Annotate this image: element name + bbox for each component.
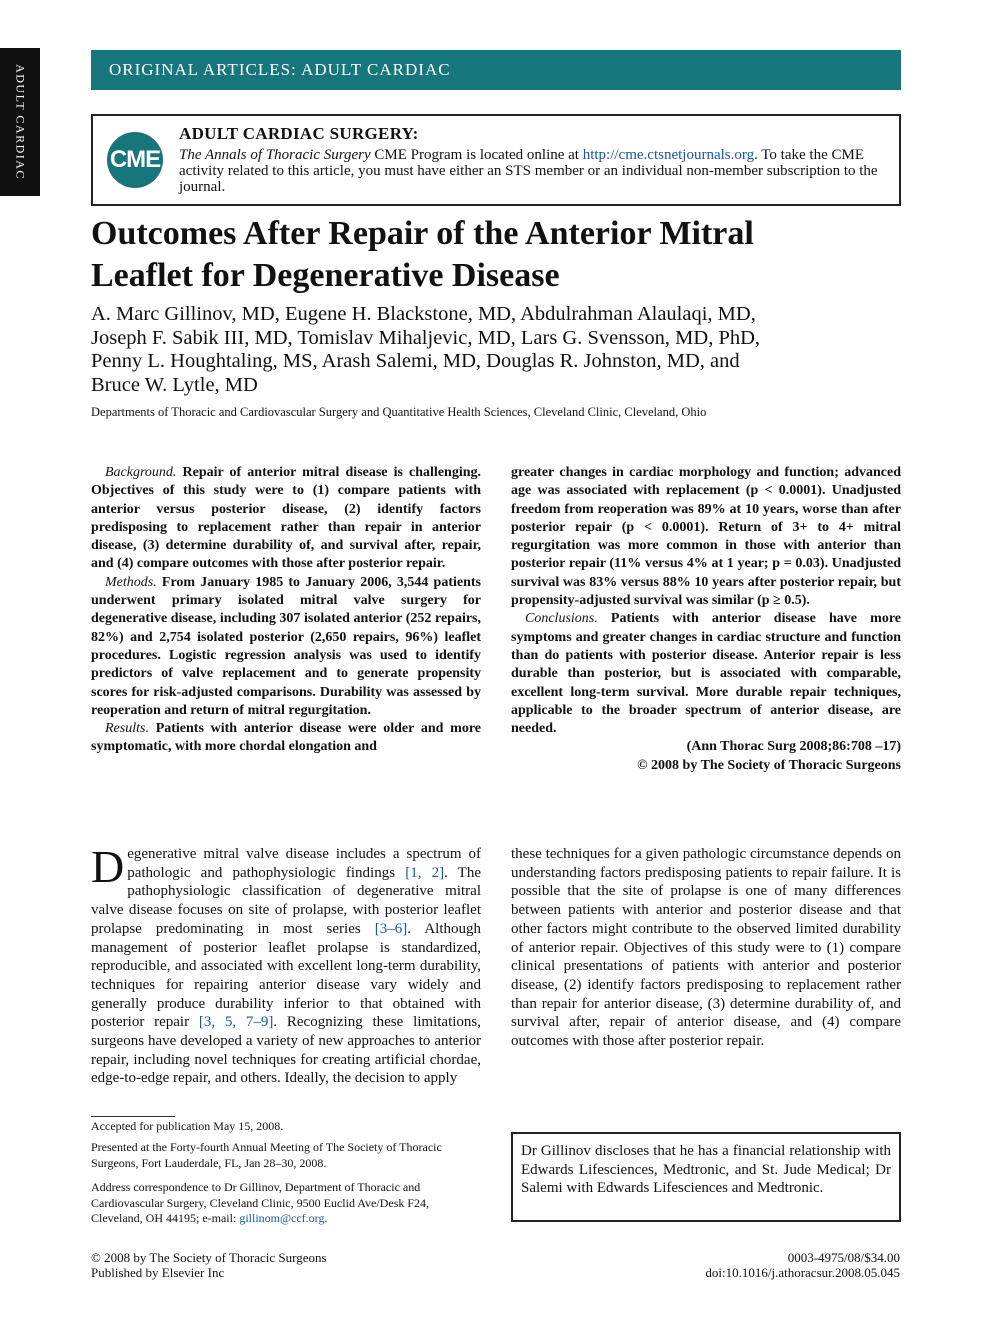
side-tab-label: ADULT CARDIAC	[13, 64, 28, 180]
banner-label: ORIGINAL ARTICLES: ADULT CARDIAC	[109, 60, 451, 79]
ref-link[interactable]: [3, 5, 7–9]	[198, 1014, 274, 1031]
cme-title: ADULT CARDIAC SURGERY:	[179, 124, 419, 143]
footnote-divider	[91, 1116, 175, 1117]
footer-left: © 2008 by The Society of Thoracic Surgeons Published by Elsevier Inc	[91, 1250, 327, 1280]
abstract-left-column: Background. Repair of anterior mitral disease is challenging. Objectives of this study were to (1) compare patients with anterior versus posterior disease, (2) identify factors predisposing to replacement rather than repair in anterior disease, (3) determine durability of, and survival after, repair, and (4) compare outcomes with those after posterior repair. Methods. From January 1985 to January 2006, 3,544 patients underwent primary isolated mitral valve surgery for degenerative disease, including 307 isolated anterior (252 repairs, 82%) and 2,754 isolated posterior (2,650 repairs, 96%) leaflet procedures. Logistic regression analysis was used to identify predictors of valve replacement and to generate propensity scores for risk-adjusted comparisons. Durability was assessed by reoperation and return of mitral regurgitation. Results. Patients with anterior disease were older and more symptomatic, with more chordal elongation and	[91, 465, 481, 755]
body-left-column: Degenerative mitral valve disease includes a spectrum of pathologic and pathophysiologic findings [1, 2]. The pathophysiologic classification of degenerative mitral valve disease focuses on site of prolapse, with posterior leaflet prolapse predominating in most series [3–6]. Although management of posterior leaflet prolapse is standardized, reproducible, and associated with excellent long-term durability, techniques for repairing anterior disease vary widely and generally produce durability inferior to that obtained with posterior repair [3, 5, 7–9]. Recognizing these limitations, surgeons have developed a variety of new approaches to anterior repair, including novel techniques for creating artificial chordae, edge-to-edge repair, and others. Ideally, the decision to apply	[91, 841, 481, 1087]
side-section-tab	[0, 48, 40, 196]
footnote-presented: Presented at the Forty-fourth Annual Meeting of The Society of Thoracic Surgeons, Fort Lauderdale, FL, Jan 28–30, 2008.	[91, 1140, 442, 1170]
email-link[interactable]: gillinom@ccf.org	[239, 1211, 325, 1225]
drop-cap: D	[91, 841, 125, 892]
footer-right: 0003-4975/08/$34.00 doi:10.1016/j.athoracsur.2008.05.045	[705, 1250, 900, 1280]
citation: (Ann Thorac Surg 2008;86:708 –17)	[686, 739, 901, 755]
abstract-right-column: greater changes in cardiac morphology and function; advanced age was associated with replacement (p < 0.0001). Unadjusted freedom from reoperation was 89% at 10 years, worse than after posterior repair (p < 0.0001). Return of 3+ to 4+ mitral regurgitation was more common in those with anterior than posterior repair (11% versus 4% at 1 year; p = 0.03). Unadjusted survival was 83% versus 88% 10 years after posterior repair, but propensity-adjusted survival was similar (p ≥ 0.5). Conclusions. Patients with anterior disease have more symptoms and greater changes in cardiac structure and function than do patients with posterior disease. Anterior repair is less durable than posterior, but is associated with comparable, excellent long-term survival. More durable repair techniques, applicable to the broader spectrum of anterior disease, are needed. (Ann Thorac Surg 2008;86:708 –17) © 2008 by The Society of Thoracic Surgeons	[511, 464, 901, 775]
abstract-copyright: © 2008 by The Society of Thoracic Surgeons	[637, 757, 901, 773]
cme-text: The Annals of Thoracic Surgery CME Program is located online at http://cme.ctsnetjournals.org. To take the CME activity related to this article, you must have either an STS member or an individual non-member subscription to the journal.	[179, 147, 878, 195]
disclosure-text: Dr Gillinov discloses that he has a financial relationship with Edwards Lifesciences, Medtronic, and St. Jude Medical; Dr Salemi with Edwards Lifesciences and Medtronic.	[521, 1143, 891, 1196]
footnote-address: Address correspondence to Dr Gillinov, Department of Thoracic and Cardiovascular Surgery, Cleveland Clinic, 9500 Euclid Ave/Desk F24, Cleveland, OH 44195; e-mail: gillinom@ccf.org.	[91, 1180, 430, 1225]
author-list: A. Marc Gillinov, MD, Eugene H. Blackstone, MD, Abdulrahman Alaulaqi, MD, Joseph F. Sabik III, MD, Tomislav Mihaljevic, MD, Lars G. Svensson, MD, PhD, Penny L. Houghtaling, MS, Arash Salemi, MD, Douglas R. Johnston, MD, and Bruce W. Lytle, MD	[91, 303, 761, 396]
affiliation: Departments of Thoracic and Cardiovascular Surgery and Quantitative Health Sciences, Cleveland Clinic, Cleveland, Ohio	[91, 405, 707, 419]
cme-logo: CME	[107, 132, 163, 188]
disclosure-box	[511, 1132, 901, 1222]
cme-notice-box	[91, 114, 901, 206]
section-banner	[91, 50, 901, 90]
article-title: Outcomes After Repair of the Anterior Mitral Leaflet for Degenerative Disease	[91, 215, 754, 294]
body-right-column: these techniques for a given pathologic circumstance depends on understanding factors predisposing patients to repair failure. It is possible that the site of prolapse is one of many differences between patients with anterior and posterior disease and that other factors might contribute to the observed limited durability of anterior repair. Objectives of this study were to (1) compare clinical presentations of patients with anterior and posterior disease, (2) identify factors predisposing to replacement rather than repair for anterior disease, (3) determine durability of, and survival after, repair of anterior disease, and (4) compare outcomes with those after posterior repair.	[511, 846, 901, 1050]
cme-link[interactable]: http://cme.ctsnetjournals.org	[582, 147, 755, 163]
ref-link[interactable]: [1, 2]	[405, 864, 445, 881]
footnote-accepted: Accepted for publication May 15, 2008.	[91, 1119, 284, 1133]
ref-link[interactable]: [3–6]	[374, 920, 408, 937]
